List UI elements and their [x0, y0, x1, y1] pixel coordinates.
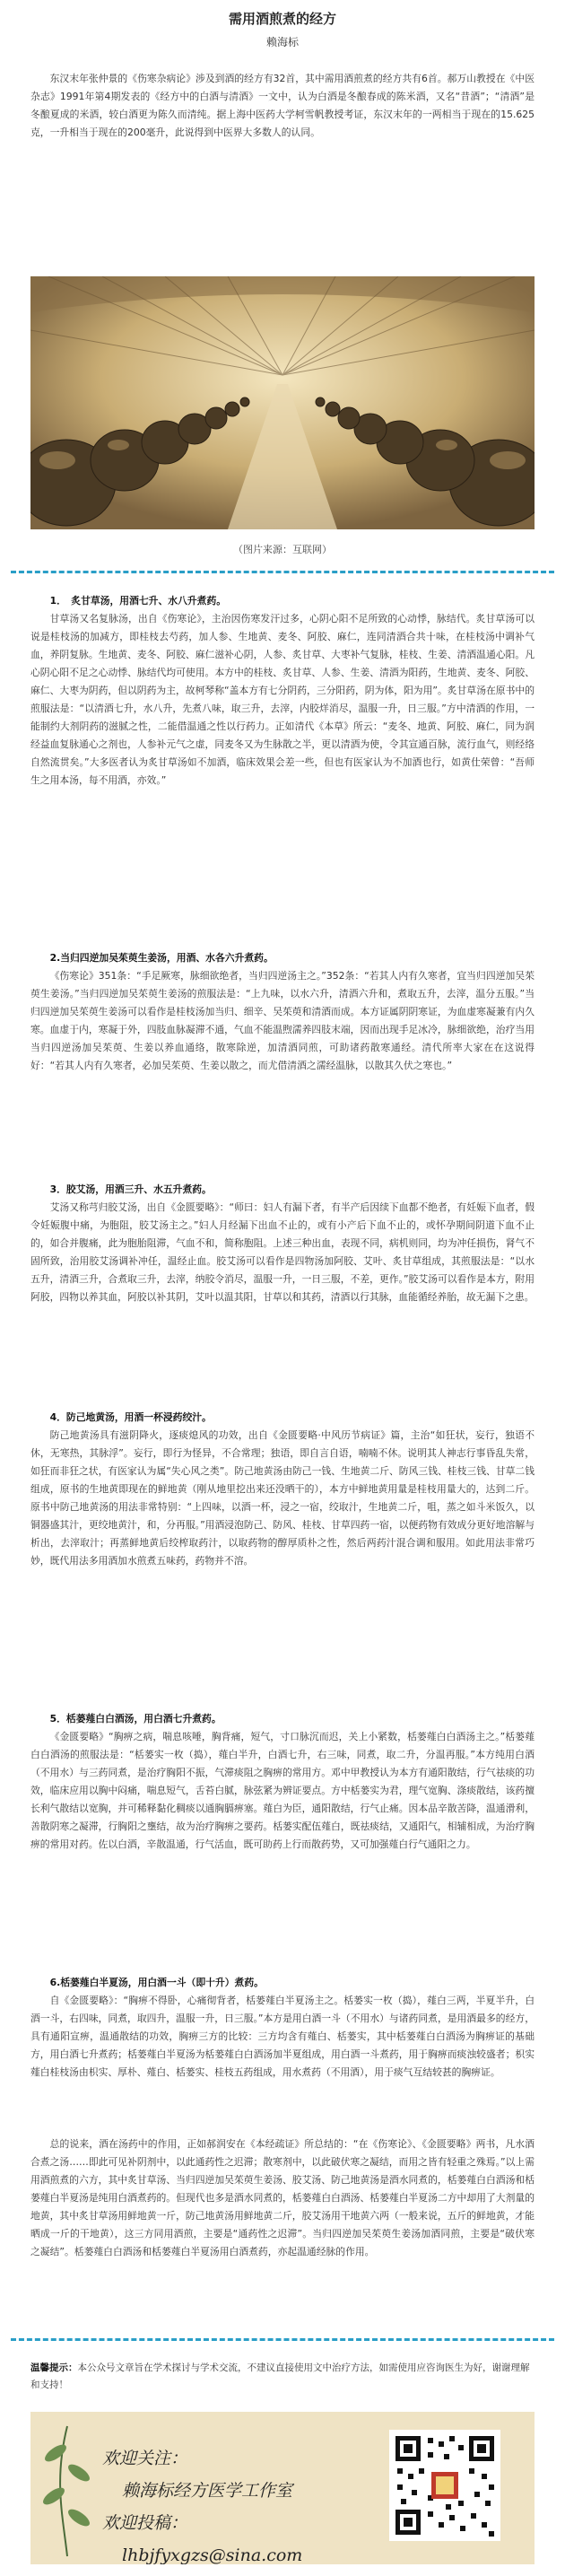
- article-author: 赖海标: [265, 36, 299, 48]
- section-2: [30, 949, 535, 1075]
- summary-paragraph: [30, 2135, 535, 2261]
- article-title: 需用酒煎煮的经方: [228, 11, 336, 27]
- intro-paragraph: [30, 70, 535, 142]
- section-divider-top: [11, 571, 554, 573]
- section-3-heading: 3．胶艾汤，用酒三升、水五升煮药。: [49, 1183, 212, 1195]
- banner-studio-name: 赖海标经方医学工作室: [122, 2481, 293, 2501]
- section-2-body: 《伤寒论》351条：“手足厥寒，脉细欲绝者，当归四逆汤主之。”352条：“若其人内有久寒者，宜当归四逆加吴茱萸生姜汤。”当归四逆加吴茱萸生姜汤的煎服法是：“上九味，以水六升，清酒六升和，煮取五升，去滓，温分五服。”当归四逆加吴茱萸生姜汤可以看作是桂枝汤加当归、细辛、吴茱萸和清酒而成。本方证属阴阴寒证，为血虚寒凝兼有内久寒。血虚于内，寒凝于外，四肢血脉凝滞不通，气血不能温煦濡养四肢末端，因而出现手足冰冷，脉细欲绝，治疗当用当归四逆汤加吴茱萸、生姜以养血通络，散寒除逆，加清酒同煎，可助诸药散寒通经。清代所率大家在在这说得好：“若其人内有久寒者，必加吴茱萸、生姜以散之，而尤借清酒之濡经温脉，以散其久伏之寒也。”: [30, 970, 535, 1071]
- summary-text: 总的说来，酒在汤药中的作用，正如郝润安在《本经疏证》所总结的：“在《伤寒论》、《金匮要略》两书，凡水酒合煮之汤……即此可见补阴剂中，以此通药性之迟滞；散寒剂中，以此破伏寒之凝结，而用之皆有轻重之殊焉。”以上需用酒煎煮的六方，其中炙甘草汤、当归四逆加吴茱萸生姜汤、胶艾汤、防己地黄汤是酒水同煮的，栝蒌薤白白酒汤和栝蒌薤白半夏汤是纯用白酒煮药的。但现代也多是酒水同煮的，栝蒌薤白白酒汤、栝蒌薤白半夏汤二方中却用了大剂量的地黄，其中炙甘草汤用鲜地黄一斤，防己地黄汤用鲜地黄二斤，胶艾汤用干地黄六两（一般来说，五斤的鲜地黄，才能晒成一斤的干地黄），这三方同用酒煎，主要是“通药性之迟滞”。当归四逆加吴茱萸生姜汤加酒同煎，主要是“破伏寒之凝结”。栝蒌薤白白酒汤和栝蒌薤白半夏汤用白酒煮药，亦起温通经脉的作用。: [30, 2138, 535, 2257]
- follow-banner: [30, 2412, 535, 2564]
- section-divider-bottom: [11, 2338, 554, 2341]
- banner-text-block: [102, 2442, 302, 2564]
- section-6-body: 自《金匮要略》：“胸痹不得卧，心痛彻背者，栝蒌薤白半夏汤主之。栝蒌实一枚（捣），薤白三两，半夏半升，白酒一斗，右四味，同煮，取四升，温服一升，日三服。”本方是用白酒一斗（不用水）与诸药同煮，是用酒最多的经方，具有通阳宣痹，温通散结的功效，胸痹三方的比较：三方均含有薤白、栝蒌实，其中栝蒌薤白白酒汤为胸痹证的基础方，用白酒七升煮药；栝蒌薤白半夏汤为栝蒌薤白白酒汤加半夏组成，用白酒一斗煮药，用于胸痹而痰浊较盛者；枳实薤白桂枝汤由枳实、厚朴、薤白、栝蒌实、桂枝五药组成，用水煮药（不用酒），用于痰气互结较甚的胸痹证。: [30, 1995, 535, 2078]
- section-5: [30, 1710, 535, 1854]
- section-4-body: 防己地黄汤具有滋阴降火，逐痰熄风的功效，出自《金匮要略·中风历节病证》篇，主治“如狂状，妄行，独语不休，无寒热，其脉浮”。妄行，即行为怪异，不合常理；独语，即自言自语，喃喃不休。说明其人神志行事昏乱失常，如狂而非狂之状，有医家认为属“失心风之类”。防己地黄汤由防己一钱、生地黄二斤、防风三钱、桂枝三钱、甘草二钱组成，原书的生地黄即现在的鲜地黄（刚从地里挖出来还没晒干的），本方中鲜地黄用量是桂枝用量大的，达到二斤。原书中防己地黄汤的用法非常特别：“上四味，以酒一杯，浸之一宿，绞取汁，生地黄二斤，咀，蒸之如斗米饭久，以铜器盛其汁，更绞地黄汁，和，分再服。”用酒浸泡防己、防风、桂枝、甘草四药一宿，以便药物有效成分更好地溶解与析出，去滓取汁；再蒸鲜地黄后绞榨取药汁，以取药物的醇厚质朴之性，然后两药汁混合调和服用。如此用法非常巧妙，既代用法多用酒加水煎煮五味药，药物并不溶。: [30, 1429, 535, 1567]
- banner-email[interactable]: lhbjfyxgzs@sina.com: [122, 2545, 303, 2564]
- section-3: [30, 1181, 535, 1306]
- section-4: [30, 1409, 535, 1570]
- section-3-body: 艾汤又称芎归胶艾汤，出自《金匮要略》：“师曰：妇人有漏下者，有半产后因续下血都不绝者，有妊娠下血者，假令妊娠腹中痛，为胞阻，胶艾汤主之。”妇人月经漏下出血不止的，或有小产后下血不止的，或怀孕期间阴道下血不止的，如合并腹痛，此为胞胎阻滞，气血不和，简称胞阻。上述三种出血，表现不同，病机则同，均为冲任损伤，肾气不固所致，治用胶艾汤调补冲任，温经止血。胶艾汤可以看作是四物汤加阿胶、艾叶、炙甘草组成，其煎服法是：“以水五升，清酒三升，合煮取三升，去滓，纳胶令消尽，温服一升，一日三服，不差，更作。”胶艾汤可以看作是本方，附用阿胶，四物以养其血，阿胶以补其阴，艾叶以温其阳，甘草以和其药，清酒以行其脉，血能循经养胎，故无漏下之患。: [30, 1201, 535, 1303]
- reminder-text: 本公众号文章旨在学术探讨与学术交流，不建议直接使用文中治疗方法，如需使用应咨询医生为好，谢谢理解和支持！: [30, 2362, 530, 2390]
- banner-submit-label: 欢迎投稿：: [102, 2513, 188, 2533]
- reminder-label: 温馨提示：: [30, 2362, 78, 2373]
- section-1-body: 甘草汤又名复脉汤，出自《伤寒论》，主治因伤寒发汗过多，心阴心阳不足所致的心动悸，脉结代。炙甘草汤可以说是桂枝汤的加减方，即桂枝去芍药，加人参、生地黄、麦冬、阿胶、麻仁，连同清酒合共十味，在桂枝汤中调补气血，养阴复脉。生地黄、麦冬、阿胶、麻仁滋补心阴，人参、炙甘草、大枣补气复脉，桂枝、生姜、清酒温通心阳。凡心阴心阳不足之心动悸、脉结代均可使用。本方中的桂枝、炙甘草、人参、生姜、清酒为阳药，生地黄、麦冬、阿胶、麻仁、大枣为阴药，但以阴药为主，故柯琴称“盖本方有七分阴药，三分阳药，阴为体，阳为用”。炙甘草汤在原书中的煎服法是：“以清酒七升，水八升，先煮八味，取三升，去滓，内胶烊消尽，温服一升，日三服。”方中清酒的作用，一能制约大剂阴药的滋腻之性，二能借温通之性以行药力。正如清代《本草》所云：“麦冬、地黄、阿胶、麻仁，同为润经益血复脉通心之剂也，人参补元气之虚，同麦冬又为生脉散之半，更以清酒为使，令其宣通百脉，流行血气，则经络自然流贯矣。”大多医者认为炙甘草汤如不加酒，临床效果会差一些，但也有医家认为不加酒也行，如黄仕荣曾：“吾师生之用本汤，每不用酒，亦效。”: [30, 613, 535, 786]
- section-1-heading: 1． 炙甘草汤，用酒七升、水八升煮药。: [49, 595, 227, 607]
- section-1: [30, 592, 535, 790]
- image-caption: （图片来源：互联网）: [233, 544, 332, 555]
- reminder-note: [30, 2360, 535, 2394]
- section-4-heading: 4．防己地黄汤，用酒一杯浸药绞汁。: [49, 1411, 212, 1423]
- section-5-body: 《金匮要略》“胸痹之病，喘息咳唾，胸背痛，短气，寸口脉沉而迟，关上小紧数，栝蒌薤白白酒汤主之。”栝蒌薤白白酒汤的煎服法是：“栝蒌实一枚（捣），薤白半升，白酒七升，右三味，同煮，取二升，分温再服。”本方纯用白酒（不用水）与三药同煮，是治疗胸阳不振，气滞痰阻之胸痹的常用方。邓中甲教授认为本方有通阳散结，行气祛痰的功效，临床应用以胸中闷痛，喘息短气，舌苔白腻，脉弦紧为辨证要点。方中栝蒌实为君，理气宽胸、涤痰散结，该药擅长利气散结以宽胸，并可稀释黏化稠痰以通胸膈痹塞。薤白为臣，通阳散结，行气止痛。因本品辛散苦降，温通滑利，善散阴寒之凝滞，行胸阳之壅结，故为治疗胸痹之要药。栝蒌实配伍薤白，既祛痰结，又通阳气，相辅相成，为治疗胸痹的常用对药。佐以白酒，辛散温通，行气活血，既可助药上行而散药势，又可加强薤白行气通阳之力。: [30, 1731, 535, 1850]
- section-6: [30, 1974, 535, 2082]
- intro-text: 东汉末年张仲景的《伤寒杂病论》涉及到酒的经方有32首，其中需用酒煎煮的经方共有6首。郝万山教授在《中医杂志》1991年第4期发表的《经方中的白酒与清酒》一文中，认为白酒是冬酿春成的陈米酒，又名“昔酒”；“清酒”是冬酿夏成的米酒，较白酒更为陈久而清纯。据上海中医药大学柯雪帆教授考证，东汉末年的一两相当于现在的15.625克，一升相当于现在的200毫升，此说得到中医界大多数人的认同。: [30, 73, 535, 138]
- qr-code-icon: [389, 2430, 500, 2541]
- section-6-heading: 6.栝蒌薤白半夏汤，用白酒一斗（即十升）煮药。: [49, 1977, 264, 1988]
- section-2-heading: 2.当归四逆加吴茱萸生姜汤，用酒、水各六升煮药。: [49, 952, 274, 964]
- wine-cellar-image: [30, 276, 535, 529]
- banner-follow-label: 欢迎关注：: [102, 2449, 188, 2468]
- leaf-decoration-icon: [36, 2417, 99, 2561]
- wine-cellar-illustration: [30, 276, 535, 529]
- section-5-heading: 5．栝蒌薤白白酒汤，用白酒七升煮药。: [49, 1713, 222, 1725]
